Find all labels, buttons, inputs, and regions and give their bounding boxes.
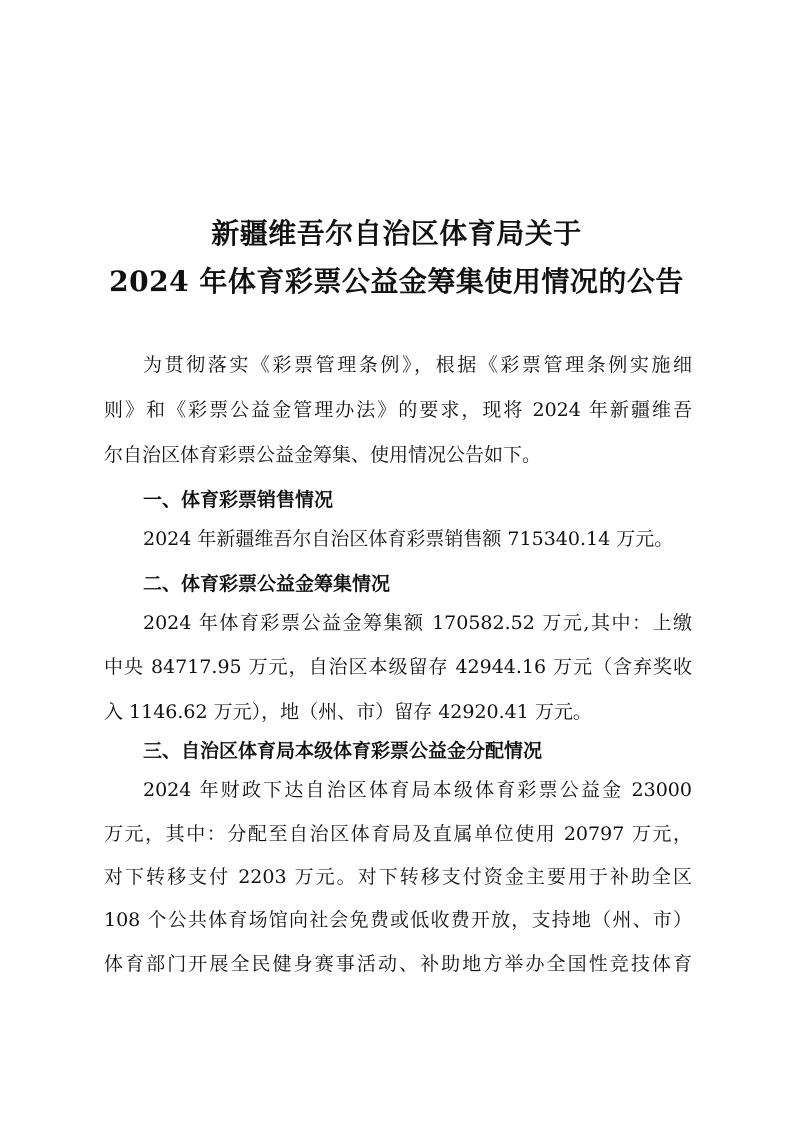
- intro-paragraph-line-3: 尔自治区体育彩票公益金筹集、使用情况公告如下。: [104, 444, 542, 466]
- document-title-line-2: 2024 年体育彩票公益金筹集使用情况的公告: [109, 265, 684, 298]
- section-2-paragraph-line-3: 入 1146.62 万元），地（州、市）留存 42920.41 万元。: [104, 701, 592, 723]
- section-3-paragraph-line-4: 108 个公共体育场馆向社会免费或低收费开放，支持地（州、市）: [104, 909, 692, 931]
- section-3-paragraph-line-2: 万元，其中：分配至自治区体育局及直属单位使用 20797 万元，: [104, 823, 692, 845]
- section-1-heading: 一、体育彩票销售情况: [143, 489, 334, 511]
- document-title-line-1: 新疆维吾尔自治区体育局关于: [211, 217, 582, 250]
- section-3-paragraph-line-1: 2024 年财政下达自治区体育局本级体育彩票公益金 23000: [143, 779, 692, 801]
- section-2-paragraph-line-2: 中央 84717.95 万元，自治区本级留存 42944.16 万元（含弃奖收: [104, 656, 692, 678]
- section-1-paragraph-line-1: 2024 年新疆维吾尔自治区体育彩票销售额 715340.14 万元。: [143, 528, 674, 550]
- section-2-paragraph-line-1: 2024 年体育彩票公益金筹集额 170582.52 万元,其中：上缴: [143, 612, 692, 634]
- section-3-paragraph-line-5: 体育部门开展全民健身赛事活动、补助地方举办全国性竞技体育: [104, 953, 692, 975]
- section-3-heading: 三、自治区体育局本级体育彩票公益金分配情况: [143, 740, 543, 762]
- intro-paragraph-line-1: 为贯彻落实《彩票管理条例》，根据《彩票管理条例实施细: [143, 354, 692, 376]
- section-3-paragraph-line-3: 对下转移支付 2203 万元。对下转移支付资金主要用于补助全区: [104, 866, 692, 888]
- intro-paragraph-line-2: 则》和《彩票公益金管理办法》的要求，现将 2024 年新疆维吾: [104, 399, 692, 421]
- section-2-heading: 二、体育彩票公益金筹集情况: [143, 573, 391, 595]
